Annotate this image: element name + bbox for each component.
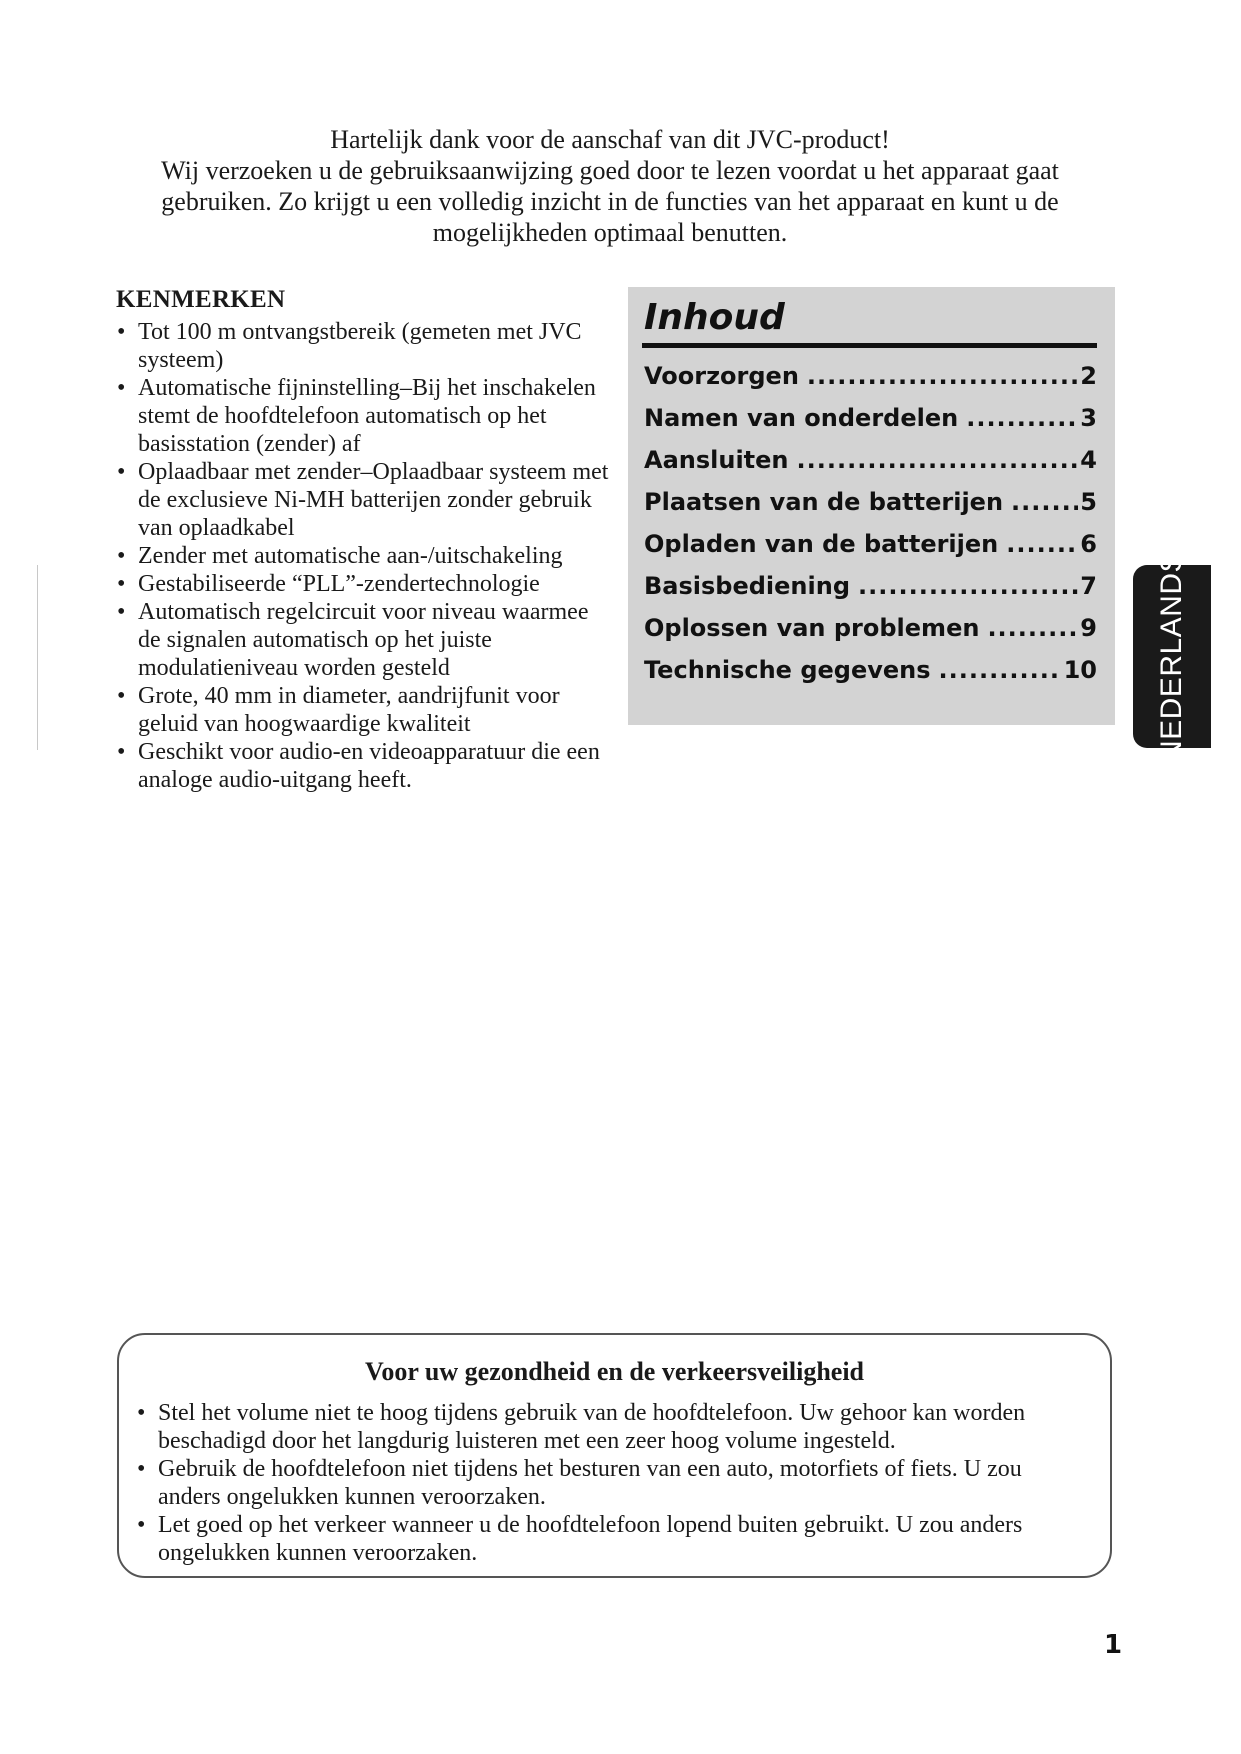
toc-entry-page: 9 — [1080, 614, 1097, 642]
toc-entry-title: Technische gegevens — [644, 656, 931, 684]
list-item: • Automatische fijninstelling–Bij het inschakelen stemt de hoofdtelefoon automatisch op het basisstation (zender) af — [116, 374, 616, 458]
intro-line: gebruiken. Zo krijgt u een volledig inzicht in de functies van het apparaat en kunt u de — [161, 187, 1059, 216]
toc-entry[interactable] — [644, 607, 1097, 649]
toc-entry[interactable] — [644, 355, 1097, 397]
intro-line: Hartelijk dank voor de aanschaf van dit JVC-product! — [330, 125, 890, 154]
toc-leader-dots — [858, 565, 1078, 607]
toc-entry[interactable] — [644, 439, 1097, 481]
language-tab — [1133, 551, 1211, 762]
list-item: • Grote, 40 mm in diameter, aandrijfunit voor geluid van hoogwaardige kwaliteit — [116, 682, 616, 738]
list-item: • Geschikt voor audio-en videoapparatuur die een analoge audio-uitgang heeft. — [116, 738, 616, 794]
intro-line: Wij verzoeken u de gebruiksaanwijzing goed door te lezen voordat u het apparaat gaat — [161, 156, 1059, 185]
toc-entry-page: 10 — [1063, 656, 1097, 684]
list-item: • Tot 100 m ontvangstbereik (gemeten met JVC systeem) — [116, 318, 616, 374]
health-list — [136, 1399, 1076, 1567]
toc-leader-dots — [987, 607, 1078, 649]
intro-line: mogelijkheden optimaal benutten. — [432, 218, 788, 247]
toc-entry-page: 3 — [1080, 404, 1097, 432]
toc-rule — [642, 343, 1097, 348]
toc-entry-page: 5 — [1080, 488, 1097, 516]
list-item: • Gestabiliseerde “PLL”-zendertechnologie — [116, 570, 616, 598]
toc-entry-page: 7 — [1080, 572, 1097, 600]
toc-list — [644, 355, 1097, 691]
features-heading: KENMERKEN — [116, 286, 286, 313]
list-item: • Oplaadbaar met zender–Oplaadbaar systeem met de exclusieve Ni-MH batterijen zonder gebruik van oplaadkabel — [116, 458, 616, 542]
toc-leader-dots — [807, 355, 1078, 397]
toc-entry[interactable] — [644, 397, 1097, 439]
toc-leader-dots — [1011, 481, 1078, 523]
margin-line — [37, 565, 38, 750]
health-title: Voor uw gezondheid en de verkeersveiligheid — [364, 1357, 865, 1386]
toc-title: Inhoud — [644, 297, 785, 338]
toc-entry[interactable] — [644, 565, 1097, 607]
toc-leader-dots — [939, 649, 1062, 691]
list-item: • Gebruik de hoofdtelefoon niet tijdens het besturen van een auto, motorfiets of fiets. U zou anders ongelukken kunnen veroorzaken. — [136, 1455, 1076, 1511]
features-section — [116, 286, 616, 794]
language-tab-label: NEDERLANDS — [1155, 551, 1188, 762]
intro-text — [110, 124, 1110, 248]
toc-entry-title: Voorzorgen — [644, 362, 799, 390]
toc-entry[interactable] — [644, 523, 1097, 565]
toc-entry-title: Aansluiten — [644, 446, 789, 474]
toc-leader-dots — [1006, 523, 1078, 565]
page-number: 1 — [1103, 1630, 1123, 1660]
features-list — [116, 318, 616, 794]
toc-leader-dots — [797, 439, 1079, 481]
toc-entry[interactable] — [644, 649, 1097, 691]
list-item: • Let goed op het verkeer wanneer u de hoofdtelefoon lopend buiten gebruikt. U zou anders ongelukken kunnen veroorzaken. — [136, 1511, 1076, 1567]
toc-entry[interactable] — [644, 481, 1097, 523]
toc-entry-page: 4 — [1080, 446, 1097, 474]
toc-entry-page: 6 — [1080, 530, 1097, 558]
health-safety-box — [117, 1333, 1112, 1578]
toc-entry-title: Namen van onderdelen — [644, 404, 959, 432]
list-item: • Stel het volume niet te hoog tijdens gebruik van de hoofdtelefoon. Uw gehoor kan worden beschadigd door het langdurig luisteren met een zeer hoog volume ingesteld. — [136, 1399, 1076, 1455]
toc-leader-dots — [966, 397, 1078, 439]
list-item: • Automatisch regelcircuit voor niveau waarmee de signalen automatisch op het juiste modulatieniveau worden gesteld — [116, 598, 616, 682]
toc-entry-title: Opladen van de batterijen — [644, 530, 999, 558]
toc-entry-title: Plaatsen van de batterijen — [644, 488, 1004, 516]
toc-entry-title: Oplossen van problemen — [644, 614, 980, 642]
list-item: • Zender met automatische aan-/uitschakeling — [116, 542, 616, 570]
toc-entry-page: 2 — [1080, 362, 1097, 390]
table-of-contents — [628, 287, 1115, 725]
toc-entry-title: Basisbediening — [644, 572, 851, 600]
